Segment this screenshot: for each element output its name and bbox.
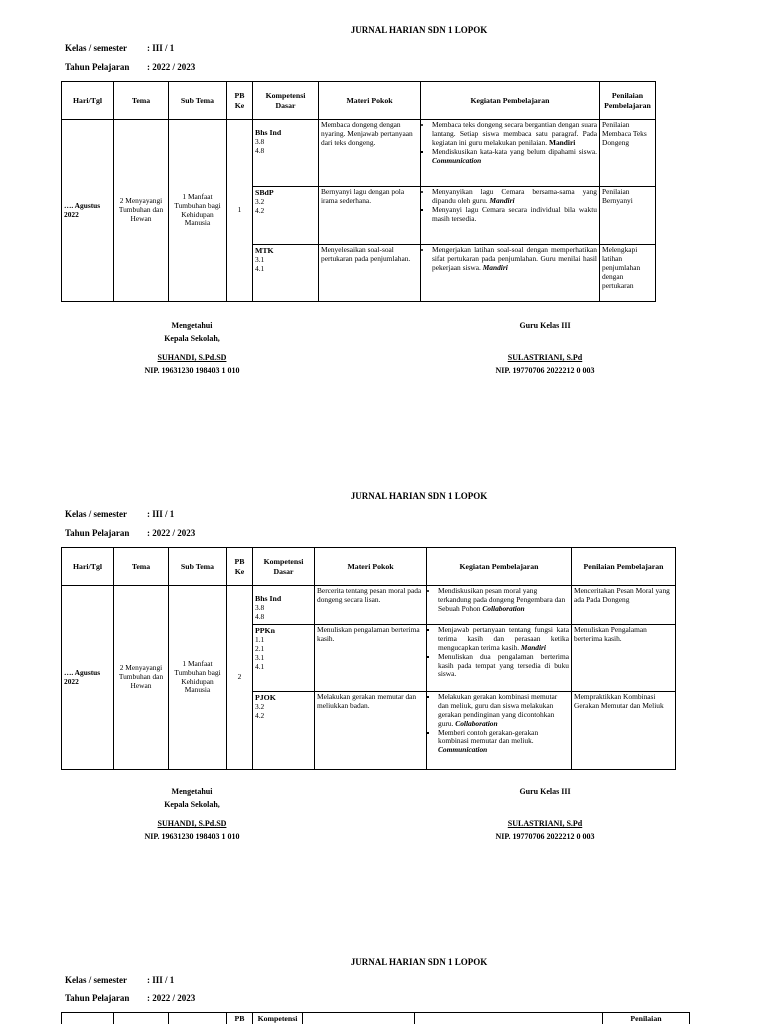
kd-subject: PPKn <box>255 626 275 635</box>
kegiatan-cell <box>421 245 600 302</box>
list-item: • Mendiskusikan pesan moral yang terkandung pada dongeng Pengembara dan Sebuah Pohon Collaboration <box>438 587 569 614</box>
penilaian-cell: Melengkapi latihan penjumlahan dengan pertukaran <box>600 245 656 302</box>
tahun-row <box>65 528 195 538</box>
col-subtema <box>169 1013 227 1024</box>
hari-cell: …. Agustus 2022 <box>62 586 114 770</box>
col-tema: Tema <box>114 548 169 586</box>
list-item: ▪ Mendiskusikan kata-kata yang belum dipahami siswa. Communication <box>432 148 597 166</box>
materi-cell: Bercerita tentang pesan moral pada dongeng secara lisan. <box>315 586 427 625</box>
kd-code: 2.1 <box>255 643 265 653</box>
activity-tag: Collaboration <box>482 603 525 613</box>
signature-left-nip: NIP. 19631230 198403 1 010 <box>144 366 240 375</box>
signature-right <box>460 785 630 843</box>
col-subtema: Sub Tema <box>169 548 227 586</box>
pb-cell: 2 <box>227 586 253 770</box>
col-kd: Kompetensi <box>253 1013 303 1024</box>
tahun-row <box>65 62 195 72</box>
table-header-row <box>62 548 676 586</box>
tahun-value: : 2022 / 2023 <box>147 993 196 1003</box>
kd-code: 4.8 <box>255 611 265 621</box>
signature-right-line1: Guru Kelas III <box>519 321 571 330</box>
kd-cell <box>253 692 315 770</box>
kegiatan-cell <box>427 586 572 625</box>
kd-code: 4.2 <box>255 205 265 215</box>
signature-left <box>112 319 272 377</box>
list-item: ▪ Melakukan gerakan kombinasi memutar dan meliuk, guru dan siswa melakukan gerakan pendinginan yang dicontohkan guru. Collaboration <box>438 693 569 729</box>
kelas-value: : III / 1 <box>147 43 175 53</box>
kd-cell <box>253 586 315 625</box>
subtema-cell: 1 Manfaat Tumbuhan bagi Kehidupan Manusia <box>169 120 227 302</box>
col-kegiatan <box>415 1013 603 1024</box>
col-penilaian: Penilaian Pembelajaran <box>572 548 676 586</box>
penilaian-cell: Penilaian Membaca Teks Dongeng <box>600 120 656 187</box>
kegiatan-cell <box>427 692 572 770</box>
signature-right-line1: Guru Kelas III <box>519 787 571 796</box>
kd-code: 3.1 <box>255 254 265 264</box>
kelas-value: : III / 1 <box>147 975 175 985</box>
kd-subject: Bhs Ind <box>255 128 282 137</box>
journal-table-3 <box>61 1012 690 1024</box>
kelas-row <box>65 509 174 519</box>
signature-right-name: SULASTRIANI, S.Pd <box>507 353 583 362</box>
signature-left-nip: NIP. 19631230 198403 1 010 <box>144 832 240 841</box>
kd-subject: SBdP <box>255 188 274 197</box>
activity-tag: Collaboration <box>455 718 498 728</box>
materi-cell: Menyelesaikan soal-soal pertukaran pada penjumlahan. <box>319 245 421 302</box>
kd-subject: PJOK <box>255 693 276 702</box>
signature-right-nip: NIP. 19770706 2022212 0 003 <box>495 366 595 375</box>
activity-tag: Communication <box>438 745 488 755</box>
table-row <box>62 586 676 625</box>
kd-code: 3.2 <box>255 196 265 206</box>
kelas-row <box>65 975 174 985</box>
kd-code: 3.8 <box>255 136 265 146</box>
materi-cell: Membaca dongeng dengan nyaring. Menjawab pertanyaan dari teks dongeng. <box>319 120 421 187</box>
col-pb: PB Ke <box>227 548 253 586</box>
kd-code: 4.1 <box>255 661 265 671</box>
kd-code: 1.1 <box>255 634 265 644</box>
kd-subject: MTK <box>255 246 274 255</box>
col-tema <box>114 1013 169 1024</box>
table-header-row <box>62 82 656 120</box>
col-kegiatan: Kegiatan Pembelajaran <box>427 548 572 586</box>
tema-cell: 2 Menyayangi Tumbuhan dan Hewan <box>114 120 169 302</box>
list-item: • Membaca teks dongeng secara bergantian dengan suara lantang. Setiap siswa membaca satu paragraf. Pada kegiatan ini guru melakukan penilaian. Mandiri <box>432 121 597 148</box>
col-penilaian: Penilaian <box>603 1013 690 1024</box>
penilaian-cell: Penilaian Bernyanyi <box>600 187 656 245</box>
tahun-value: : 2022 / 2023 <box>147 62 196 72</box>
list-item: ▪ Menjawab pertanyaan tentang fungsi kata terima kasih dan perasaan ketika mengucapkan terima kasih. Mandiri <box>438 626 569 653</box>
kelas-label: Kelas / semester <box>65 509 127 519</box>
signature-right-nip: NIP. 19770706 2022212 0 003 <box>495 832 595 841</box>
signature-right-name: SULASTRIANI, S.Pd <box>507 819 583 828</box>
list-item: • Menyanyikan lagu Cemara bersama-sama yang dipandu oleh guru. Mandiri <box>432 188 597 206</box>
tema-cell: 2 Menyayangi Tumbuhan dan Hewan <box>114 586 169 770</box>
table-header-row <box>62 1013 690 1024</box>
signature-left-line1: Mengetahui <box>171 321 213 330</box>
tahun-label: Tahun Pelajaran <box>65 62 130 72</box>
activity-tag: Mandiri <box>549 137 576 147</box>
col-kd: Kompetensi Dasar <box>253 548 315 586</box>
activity-tag: Mandiri <box>482 262 508 272</box>
kd-cell <box>253 245 319 302</box>
journal-table-2 <box>61 547 676 770</box>
hari-cell: …. Agustus 2022 <box>62 120 114 302</box>
kelas-label: Kelas / semester <box>65 975 127 985</box>
kegiatan-cell <box>421 120 600 187</box>
signature-left-line2: Kepala Sekolah, <box>164 800 220 809</box>
activity-tag: Mandiri <box>489 195 515 205</box>
kd-code: 3.1 <box>255 652 265 662</box>
kd-cell <box>253 625 315 692</box>
col-materi: Materi Pokok <box>319 82 421 120</box>
kd-cell <box>253 120 319 187</box>
journal-table-1 <box>61 81 656 302</box>
subtema-cell: 1 Manfaat Tumbuhan bagi Kehidupan Manusia <box>169 586 227 770</box>
tahun-label: Tahun Pelajaran <box>65 993 130 1003</box>
tahun-value: : 2022 / 2023 <box>147 528 196 538</box>
signature-left-line2: Kepala Sekolah, <box>164 334 220 343</box>
journal-title: JURNAL HARIAN SDN 1 LOPOK <box>350 957 488 967</box>
activity-tag: Mandiri <box>520 642 546 652</box>
col-kegiatan: Kegiatan Pembelajaran <box>421 82 600 120</box>
tahun-row <box>65 993 195 1003</box>
kd-code: 3.8 <box>255 602 265 612</box>
kegiatan-cell <box>427 625 572 692</box>
activity-tag: Communication <box>432 155 482 165</box>
kelas-value: : III / 1 <box>147 509 175 519</box>
kd-code: 4.1 <box>255 263 265 273</box>
kd-subject: Bhs Ind <box>255 594 282 603</box>
col-kd: Kompetensi Dasar <box>253 82 319 120</box>
signature-left-name: SUHANDI, S.Pd.SD <box>157 353 227 362</box>
kelas-label: Kelas / semester <box>65 43 127 53</box>
penilaian-cell: Mempraktikkan Kombinasi Gerakan Memutar dan Meliuk <box>572 692 676 770</box>
kelas-row <box>65 43 174 53</box>
materi-cell: Melakukan gerakan memutar dan meliukkan badan. <box>315 692 427 770</box>
col-hari: Hari/Tgl <box>62 82 114 120</box>
col-pb: PB Ke <box>227 82 253 120</box>
kegiatan-cell <box>421 187 600 245</box>
penilaian-cell: Menuliskan Pengalaman berterima kasih. <box>572 625 676 692</box>
list-item: ▪ Menuliskan dua pengalaman berterima kasih pada tempat yang tersedia di buku siswa. <box>438 653 569 680</box>
signature-left-name: SUHANDI, S.Pd.SD <box>157 819 227 828</box>
col-pb: PB <box>227 1013 253 1024</box>
col-hari: Hari/Tgl <box>62 548 114 586</box>
list-item: • Mengerjakan latihan soal-soal dengan memperhatikan sifat pertukaran pada penjumlahan. Guru menilai hasil pekerjaan siswa. Mandiri <box>432 246 597 273</box>
col-materi <box>303 1013 415 1024</box>
journal-title: JURNAL HARIAN SDN 1 LOPOK <box>350 25 488 35</box>
journal-title: JURNAL HARIAN SDN 1 LOPOK <box>350 491 488 501</box>
pb-cell: 1 <box>227 120 253 302</box>
kd-code: 4.2 <box>255 710 265 720</box>
materi-cell: Bernyanyi lagu dengan pola irama sederhana. <box>319 187 421 245</box>
kd-cell <box>253 187 319 245</box>
col-materi: Materi Pokok <box>315 548 427 586</box>
penilaian-cell: Menceritakan Pesan Moral yang ada Pada Dongeng <box>572 586 676 625</box>
tahun-label: Tahun Pelajaran <box>65 528 130 538</box>
journal-section-3 <box>0 957 768 1024</box>
signature-right <box>460 319 630 377</box>
col-tema: Tema <box>114 82 169 120</box>
table-row <box>62 120 656 187</box>
signature-left-line1: Mengetahui <box>171 787 213 796</box>
list-item: ▪ Menyanyi lagu Cemara secara individual bila waktu masih tersedia. <box>432 206 597 224</box>
materi-cell: Menuliskan pengalaman berterima kasih. <box>315 625 427 692</box>
col-subtema: Sub Tema <box>169 82 227 120</box>
signature-left <box>112 785 272 843</box>
kd-code: 3.2 <box>255 701 265 711</box>
kd-code: 4.8 <box>255 145 265 155</box>
col-hari <box>62 1013 114 1024</box>
list-item: ▪ Memberi contoh gerakan-gerakan kombinasi memutar dan meliuk. Communication <box>438 729 569 756</box>
col-penilaian: Penilaian Pembelajaran <box>600 82 656 120</box>
